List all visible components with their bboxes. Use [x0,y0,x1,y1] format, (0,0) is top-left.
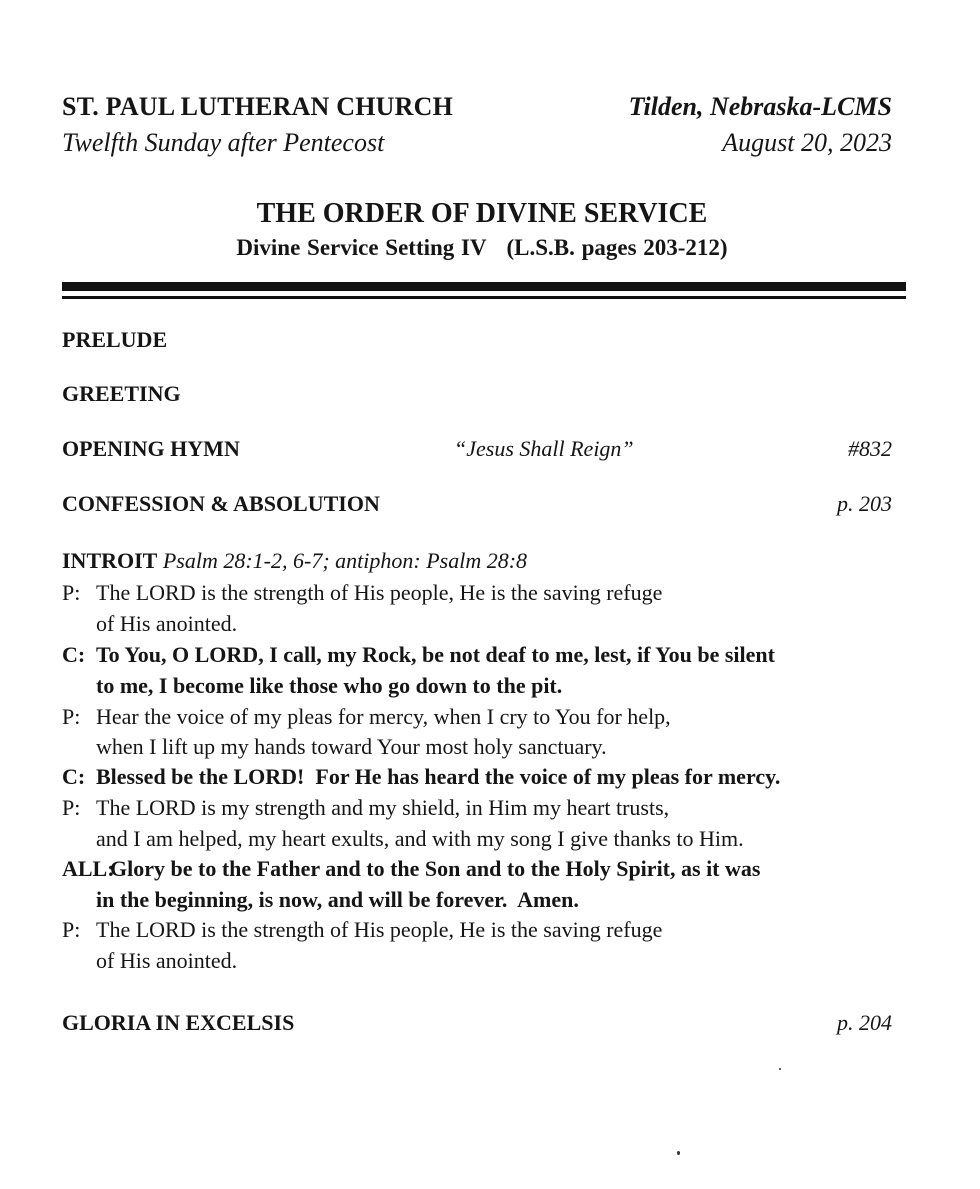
church-location: Tilden, Nebraska-LCMS [628,92,892,121]
line-text: The LORD is my strength and my shield, in Him my heart trusts, [96,795,670,820]
gloria-heading: GLORIA IN EXCELSIS [62,1010,295,1035]
line-speaker: ALL: [62,856,115,881]
confession-heading: CONFESSION & ABSOLUTION [62,491,380,516]
service-title: THE ORDER OF DIVINE SERVICE [256,198,708,229]
line-speaker: P: [62,704,81,729]
divider-thin [62,296,906,299]
line-continuation: of His anointed. [96,948,238,973]
line-text: Glory be to the Father and to the Son and to the Holy Spirit, as it was [110,856,761,881]
introit-label: INTROIT [62,548,158,573]
line-text: The LORD is the strength of His people, He is the saving refuge [96,917,663,942]
line-speaker: P: [62,917,81,942]
line-speaker: P: [62,795,81,820]
liturgical-day: Twelfth Sunday after Pentecost [62,128,385,157]
opening-hymn-title: “Jesus Shall Reign” [454,436,634,461]
service-setting: Divine Service Setting IV (L.S.B. pages 203-212) [236,235,728,260]
line-continuation: to me, I become like those who go down to the pit. [96,673,563,698]
line-continuation: of His anointed. [96,611,238,636]
line-text: Blessed be the LORD! For He has heard the voice of my pleas for mercy. [96,764,781,789]
prelude-heading: PRELUDE [62,327,168,352]
scan-speck [677,1151,680,1155]
line-text: The LORD is the strength of His people, He is the saving refuge [96,580,663,605]
gloria-page: p. 204 [837,1010,892,1035]
line-continuation: and I am helped, my heart exults, and with my song I give thanks to Him. [96,826,744,851]
line-speaker: C: [62,764,86,789]
line-text: Hear the voice of my pleas for mercy, when I cry to You for help, [96,704,671,729]
line-text: To You, O LORD, I call, my Rock, be not deaf to me, lest, if You be silent [96,642,775,667]
divider-thick [62,282,906,291]
confession-page: p. 203 [837,491,892,516]
opening-hymn-number: #832 [848,436,892,461]
line-continuation: in the beginning, is now, and will be forever. Amen. [96,887,579,912]
greeting-heading: GREETING [62,381,181,406]
scan-speck [779,1068,781,1070]
church-name: ST. PAUL LUTHERAN CHURCH [62,92,453,121]
opening-hymn-heading: OPENING HYMN [62,436,240,461]
service-date: August 20, 2023 [722,128,892,157]
line-continuation: when I lift up my hands toward Your most holy sanctuary. [96,734,607,759]
introit-reference: Psalm 28:1-2, 6-7; antiphon: Psalm 28:8 [162,548,528,573]
line-speaker: C: [62,642,86,667]
introit-heading [62,548,527,574]
line-speaker: P: [62,580,81,605]
